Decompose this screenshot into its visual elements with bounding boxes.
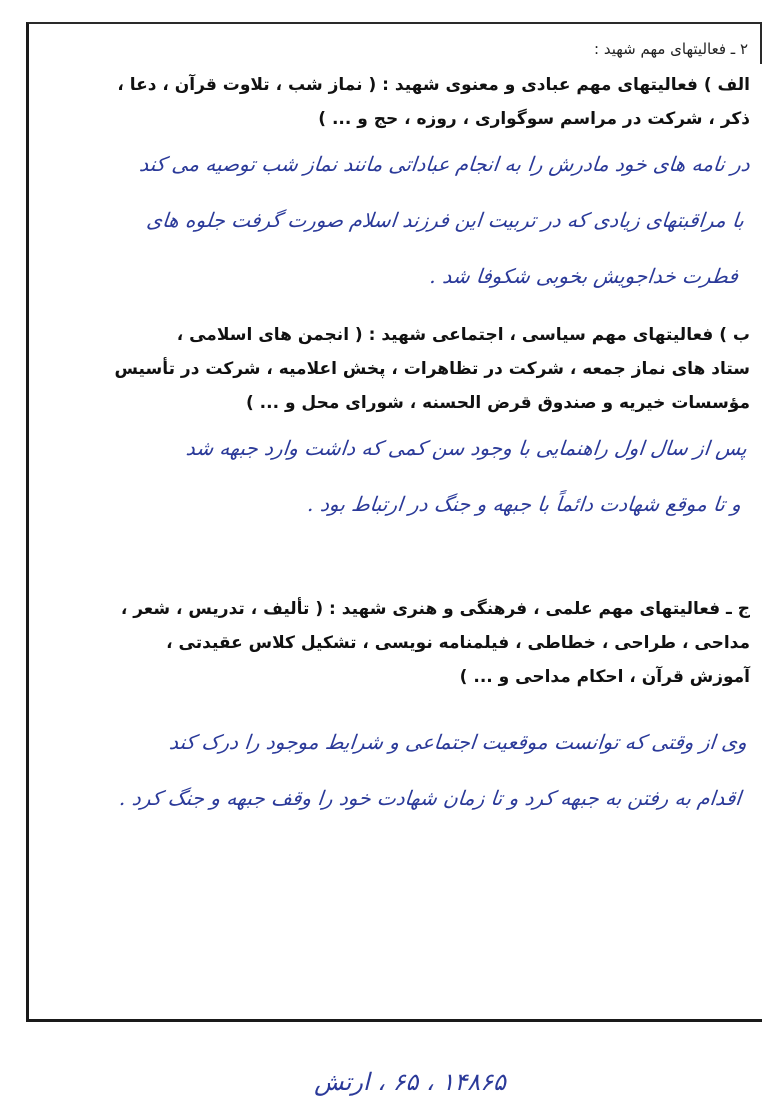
handwritten-line: وی از وقتی که توانست موقعیت اجتماعی و شرایط موجود را درک کند [168,730,749,754]
printed-line: مداحی ، طراحی ، خطاطی ، فیلمنامه نویسی ، تشکیل کلاس عقیدتی ، [166,633,750,653]
handwritten-answer [31,136,761,304]
printed-line: آموزش قرآن ، احکام مداحی و ... ) [459,667,750,687]
document-page [40,30,752,826]
printed-line: الف ) فعالیتهای مهم عبادی و معنوی شهید : ( نماز شب ، تلاوت قرآن ، دعا ، [117,75,750,95]
handwritten-answer [34,714,758,826]
handwritten-line: در نامه های خود مادرش را به انجام عباداتی مانند نماز شب توصیه می کند [138,152,752,176]
printed-line: ب ) فعالیتهای مهم سیاسی ، اجتماعی شهید : ( انجمن های اسلامی ، [176,325,750,345]
printed-line: ج ـ فعالیتهای مهم علمی ، فرهنگی و هنری شهید : ( تألیف ، تدریس ، شعر ، [120,599,750,619]
handwritten-answer [34,420,758,532]
handwritten-reference-note: ۱۴۸۶۵ ، ۶۵ ، ارتش [314,1068,506,1096]
handwritten-line: و تا موقع شهادت دائماً با جبهه و جنگ در ارتباط بود . [306,492,743,516]
printed-line: مؤسسات خیریه و صندوق قرض الحسنه ، شورای محل و ... ) [245,393,750,413]
section-heading: ۲ ـ فعالیتهای مهم شهید : [594,40,748,58]
frame-right-tick [760,24,762,64]
section-worship [40,68,752,304]
section-cultural [40,592,752,826]
section-social [40,318,752,532]
handwritten-line: با مراقبتهای زیادی که در تربیت این فرزند اسلام صورت گرفت جلوه های [145,208,746,232]
printed-line: ستاد های نماز جمعه ، شرکت در تظاهرات ، پخش اعلامیه ، شرکت در تأسیس [114,359,750,379]
printed-line: ذکر ، شرکت در مراسم سوگواری ، روزه ، حج و ... ) [318,109,750,129]
handwritten-line: فطرت خداجویش بخوبی شکوفا شد . [428,264,740,288]
handwritten-line: پس از سال اول راهنمایی با وجود سن کمی که داشت وارد جبهه شد [184,436,749,460]
handwritten-line: اقدام به رفتن به جبهه کرد و تا زمان شهادت خود را وقف جبهه و جنگ کرد . [118,786,743,810]
